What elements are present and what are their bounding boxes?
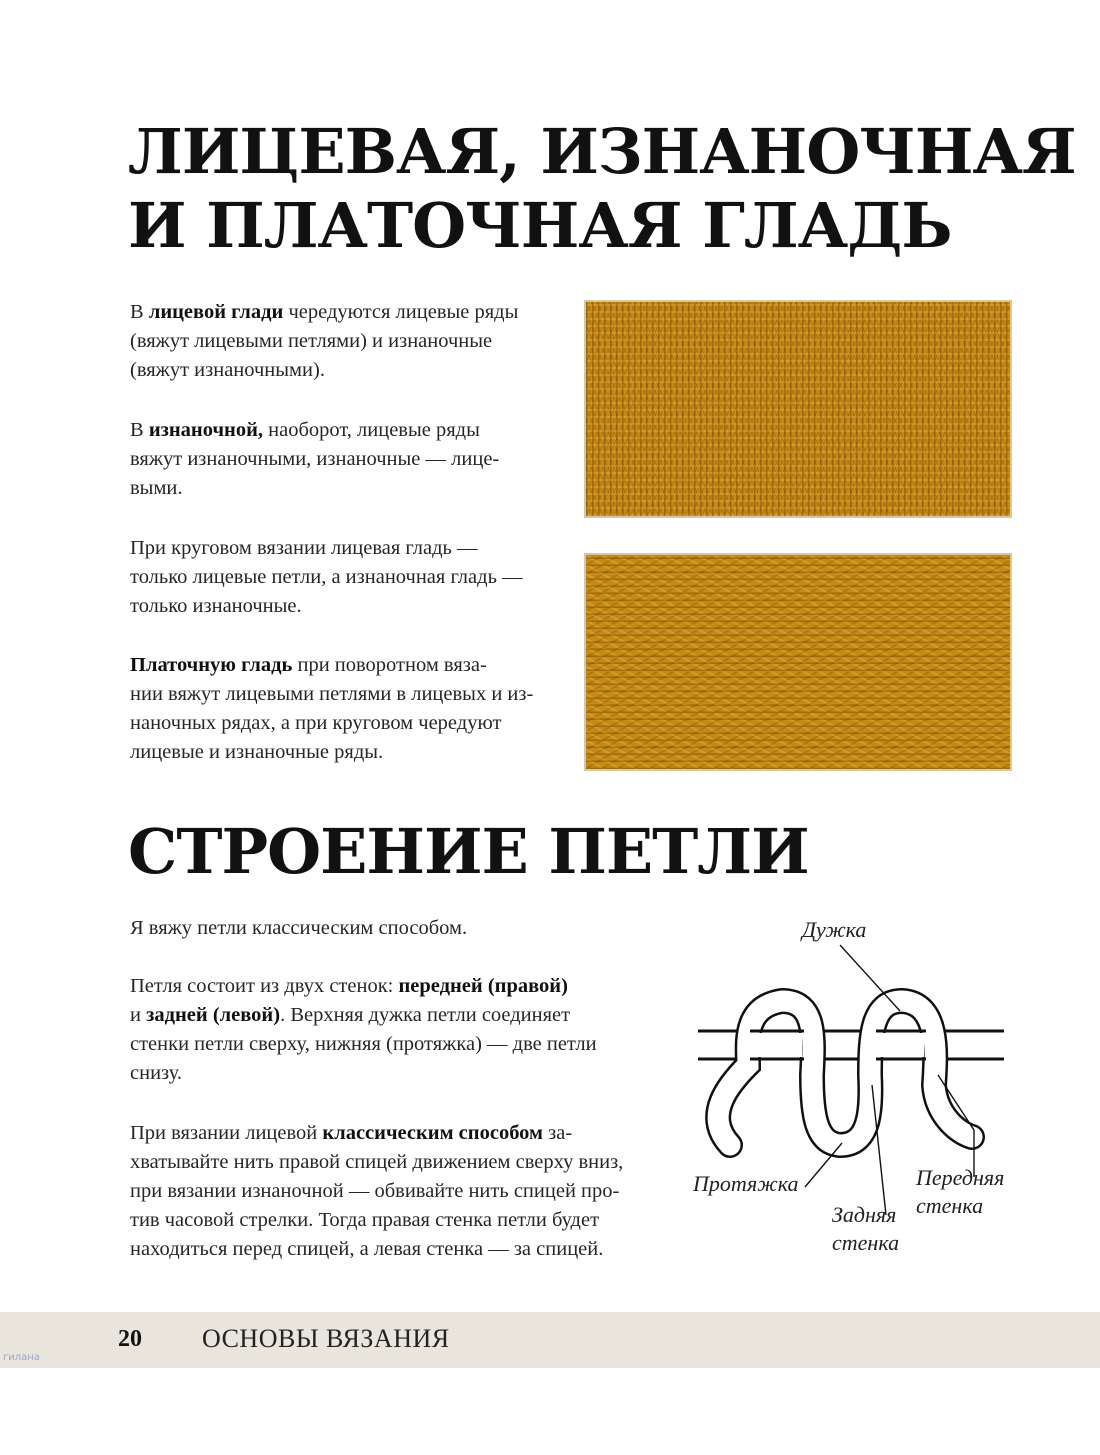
label-back-wall-1: Задняя <box>832 1202 897 1227</box>
paragraph-garter: Платочную гладь при поворотном вяза- нии вяжут лицевыми петлями в лицевых и из- наночных рядах, а при круговом чередуют лицевые и изнаночные ряды. <box>130 654 534 763</box>
paragraph-reverse-stockinette: В изнаночной, наоборот, лицевые ряды вяжут изнаночными, изнаночные — лице- выми. <box>130 419 500 499</box>
term-stockinette: лицевой глади <box>148 301 284 323</box>
watermark: гилана <box>3 1352 40 1363</box>
label-front-wall-2: стенка <box>916 1193 984 1218</box>
footer-band <box>0 1312 1100 1368</box>
yarn-loops <box>718 1001 972 1145</box>
needle-front <box>750 1031 926 1059</box>
label-front-wall-1: Передняя <box>916 1165 1005 1190</box>
paragraph-classic-method: Я вяжу петли классическим способом. <box>130 917 468 939</box>
page-title <box>128 115 1076 266</box>
term-reverse: изнаночной, <box>148 419 264 441</box>
page-title-line-2: И ПЛАТОЧНАЯ ГЛАДЬ <box>128 189 952 262</box>
page-title-line-1: ЛИЦЕВАЯ, ИЗНАНОЧНАЯ <box>128 115 1076 188</box>
label-protyajka: Протяжка <box>693 1171 799 1196</box>
page-number: 20 <box>118 1326 142 1352</box>
term-garter: Платочную гладь <box>130 654 293 676</box>
label-dujka: Дужка <box>802 917 867 942</box>
paragraph-stockinette: В лицевой глади чередуются лицевые ряды (вяжут лицевыми петлями) и изнаночные (вяжут изнаночными). <box>130 301 519 381</box>
term-back-wall: задней (левой) <box>146 1004 281 1026</box>
section-name: ОСНОВЫ ВЯЗАНИЯ <box>202 1324 450 1353</box>
section-title-loop: СТРОЕНИЕ ПЕТЛИ <box>128 815 809 888</box>
knit-swatch-photo-1 <box>584 300 1012 518</box>
paragraph-loop-walls: Петля состоит из двух стенок: передней (правой) и задней (левой). Верхняя дужка петли соединяет стенки петли сверху, нижняя (протяжка) — две петли снизу. <box>130 975 597 1084</box>
paragraph-knitting-method: При вязании лицевой классическим способом за- хватывайте нить правой спицей движением сверху вниз, при вязании изнаночной — обвивайте нить спицей про- тив часовой стрелки. Тогда правая стенка петли будет находиться перед спицей, а левая стенка — за спицей. <box>130 1122 624 1260</box>
term-front-wall: передней (правой) <box>398 975 568 997</box>
label-back-wall-2: стенка <box>832 1230 900 1255</box>
knit-swatch-photo-2 <box>584 553 1012 771</box>
loop-structure-diagram <box>690 915 1020 1265</box>
term-classic-method: классическим способом <box>322 1122 543 1144</box>
paragraph-circular: При круговом вязании лицевая гладь — только лицевые петли, а изнаночная гладь — только изнаночные. <box>130 537 523 617</box>
